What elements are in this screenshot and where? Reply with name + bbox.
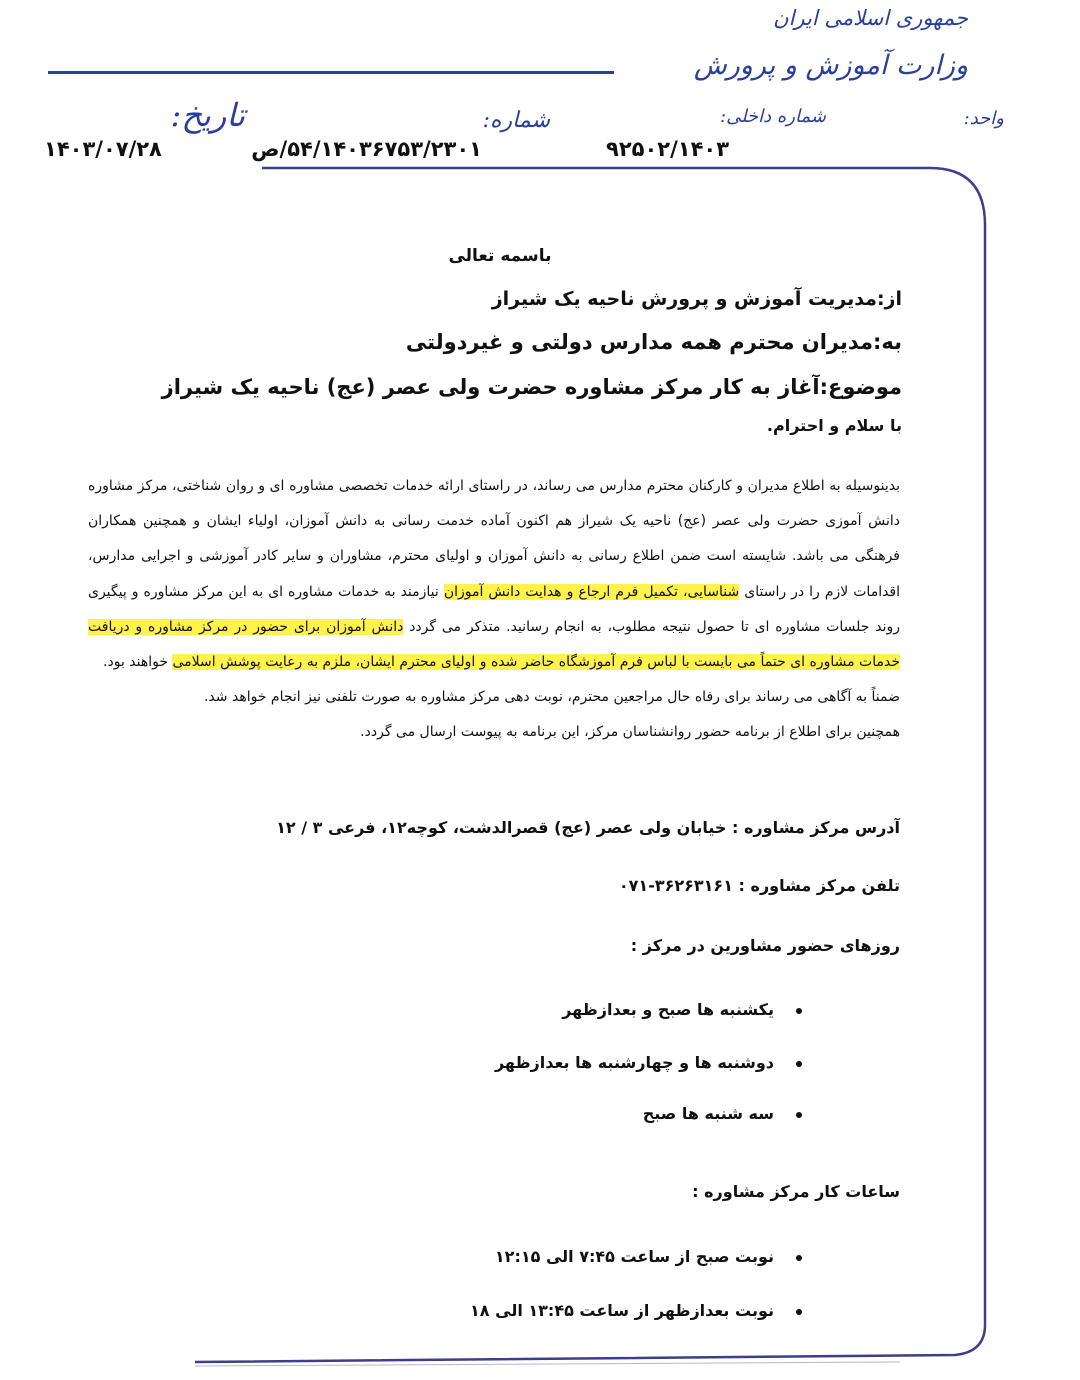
number-label: شماره: <box>482 108 550 133</box>
bullet-dot <box>796 1255 802 1261</box>
hour-item-2 <box>470 1301 802 1320</box>
date-value: ۱۴۰۳/۰۷/۲۸ <box>44 137 162 161</box>
body-text-4: ضمناً به آگاهی می رساند برای رفاه حال مراجعین محترم، نوبت دهی مرکز مشاوره به صورت تلفنی نیز انجام خواهد شد. <box>203 689 900 706</box>
body-paragraph <box>88 469 900 751</box>
day-item-2 <box>495 1053 802 1072</box>
day-item-label: سه شنبه ها صبح <box>642 1104 774 1123</box>
day-item-label: یکشنبه ها صبح و بعدازظهر <box>562 1000 774 1019</box>
bullet-dot <box>796 1008 802 1014</box>
day-item-label: دوشنبه ها و چهارشنبه ها بعدازظهر <box>494 1053 774 1072</box>
republic-title: جمهوری اسلامی ایران <box>773 6 968 30</box>
highlight-identification: شناسایی، تکمیل فرم ارجاع و هدایت دانش آموزان <box>443 583 740 600</box>
basmala: باسمه تعالی <box>448 246 552 266</box>
hour-item-1 <box>495 1247 802 1266</box>
days-title: روزهای حضور مشاورین در مرکز : <box>630 936 900 955</box>
bullet-dot <box>796 1112 802 1118</box>
internal-number-value: ۹۲۵۰۲/۱۴۰۳ <box>606 137 730 161</box>
hour-item-label: نوبت بعدازظهر از ساعت ۱۳:۴۵ الی ۱۸ <box>470 1301 774 1320</box>
address-line: آدرس مرکز مشاوره : خیابان ولی عصر (عج) قصرالدشت، کوچه۱۲، فرعی ۳ / ۱۲ <box>276 818 900 837</box>
body-text-5: همچنین برای اطلاع از برنامه حضور روانشناسان مرکز، این برنامه به پیوست ارسال می گردد. <box>360 724 900 741</box>
subject-line: موضوع:آغاز به کار مرکز مشاوره حضرت ولی عصر (عج) ناحیه یک شیراز <box>161 375 902 399</box>
from-line: از:مدیریت آموزش و پرورش ناحیه یک شیراز <box>491 288 902 310</box>
internal-number-label: شماره داخلی: <box>720 106 826 127</box>
bullet-dot <box>796 1061 802 1067</box>
highlight-uniform-rule: دانش آموزان برای حضور در مرکز مشاوره و دریافت خدمات مشاوره ای حتماً می بایست با لباس فرم آموزشگاه حاضر شده و اولیای محترم ایشان، ملزم به رعایت پوشش اسلامی <box>88 618 900 671</box>
hour-item-label: نوبت صبح از ساعت ۷:۴۵ الی ۱۲:۱۵ <box>494 1247 774 1266</box>
date-label: تاریخ: <box>170 96 245 134</box>
day-item-1 <box>562 1000 802 1019</box>
body-text-2: نیازمند به خدمات مشاوره ای به این مرکز مشاوره و پیگیری روند جلسات مشاوره ای تا حصول نتیجه مطلوب، به انجام رسانید. متذکر می گردد <box>88 583 900 635</box>
header-rule <box>48 71 614 74</box>
day-item-3 <box>643 1104 802 1123</box>
ministry-title: وزارت آموزش و پرورش <box>693 50 968 81</box>
frame-inner-line <box>195 1362 900 1366</box>
phone-line: تلفن مرکز مشاوره : ۳۶۲۶۳۱۶۱-۰۷۱ <box>618 876 900 895</box>
number-value: ۵۴/۱۴۰۳۶۷۵۳/۲۳۰۱/ص <box>251 137 482 161</box>
hours-title: ساعات کار مرکز مشاوره : <box>692 1182 900 1201</box>
body-text-1: بدینوسیله به اطلاع مدیران و کارکنان محترم مدارس می رساند، در راستای ارائه خدمات تخصصی مشاوره ای و روان شناختی، مرکز مشاوره دانش آموزی حضرت ولی عصر (عج) ناحیه یک شیراز هم اکنون آماده خدمت رسانی به دانش آموزان، اولیاء ایشان و همچنین همکاران فرهنگی می باشد. شایسته است ضمن اطلاع رسانی به دانش آموزان و اولیای محترم، مشاوران و سایر کادر آموزشی و اجرایی مدارس، اقدامات لازم را در راستای <box>88 478 901 600</box>
unit-label: واحد: <box>963 108 1004 129</box>
bullet-dot <box>796 1309 802 1315</box>
body-text-3: خواهند بود. <box>103 654 169 671</box>
greeting: با سلام و احترام. <box>766 416 902 435</box>
to-line: به:مدیران محترم همه مدارس دولتی و غیردولتی <box>405 330 902 354</box>
